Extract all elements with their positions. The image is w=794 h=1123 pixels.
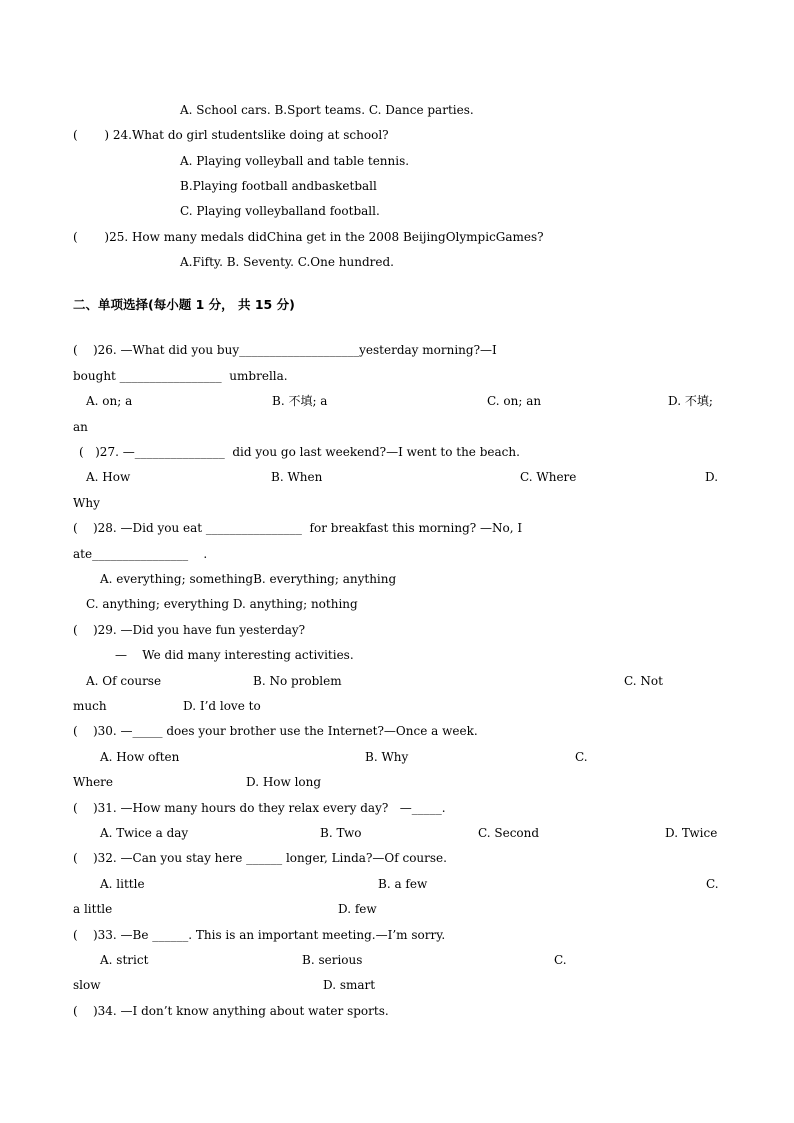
q29-option-c: C. Not bbox=[624, 674, 663, 688]
q26-option-c: C. on; an bbox=[487, 394, 542, 408]
q28-options-ab: A. everything; somethingB. everything; anything bbox=[100, 572, 397, 586]
q33-option-d: D. smart bbox=[323, 978, 376, 992]
q28-stem-cont: ate________________ . bbox=[73, 547, 208, 561]
q24-option-a: A. Playing volleyball and table tennis. bbox=[180, 154, 410, 168]
q25-stem: ( )25. How many medals didChina get in the 2008 BeijingOlympicGames? bbox=[73, 230, 544, 244]
q26-stem: ( )26. —What did you buy____________________yesterday morning?—I bbox=[73, 343, 497, 357]
q32-option-b: B. a few bbox=[378, 877, 428, 891]
q30-option-d: D. How long bbox=[246, 775, 322, 789]
q32-stem: ( )32. —Can you stay here ______ longer, Linda?—Of course. bbox=[73, 851, 447, 865]
q33-option-c: C. bbox=[554, 953, 567, 967]
q31-option-d: D. Twice bbox=[665, 826, 718, 840]
q23-options: A. School cars. B.Sport teams. C. Dance parties. bbox=[180, 103, 474, 117]
q29-reply: — We did many interesting activities. bbox=[115, 648, 354, 662]
q30-option-c: C. bbox=[575, 750, 588, 764]
q32-option-d: D. few bbox=[338, 902, 377, 916]
q24-option-c: C. Playing volleyballand football. bbox=[180, 204, 380, 218]
q33-option-b: B. serious bbox=[302, 953, 363, 967]
q27-option-b: B. When bbox=[271, 470, 323, 484]
q24-stem: ( ) 24.What do girl studentslike doing at school? bbox=[73, 128, 389, 142]
q30-option-a: A. How often bbox=[100, 750, 180, 764]
q29-option-c-cont: much bbox=[73, 699, 107, 713]
q25-options: A.Fifty. B. Seventy. C.One hundred. bbox=[180, 255, 394, 269]
q24-option-b: B.Playing football andbasketball bbox=[180, 179, 377, 193]
q31-option-b: B. Two bbox=[320, 826, 362, 840]
q26-option-b: B. 不填; a bbox=[272, 394, 328, 408]
q33-option-c-cont: slow bbox=[73, 978, 101, 992]
q34-stem: ( )34. —I don’t know anything about water sports. bbox=[73, 1004, 389, 1018]
q26-stem-cont: bought _________________ umbrella. bbox=[73, 369, 288, 383]
q29-stem: ( )29. —Did you have fun yesterday? bbox=[73, 623, 306, 637]
section-heading: 二、单项选择(每小题 1 分， 共 15 分) bbox=[73, 297, 295, 312]
q33-option-a: A. strict bbox=[100, 953, 149, 967]
q27-option-a: A. How bbox=[86, 470, 131, 484]
q31-option-c: C. Second bbox=[478, 826, 540, 840]
q32-option-c: C. bbox=[706, 877, 719, 891]
q28-stem: ( )28. —Did you eat ________________ for breakfast this morning? —No, I bbox=[73, 521, 523, 535]
q27-option-d: D. bbox=[705, 470, 719, 484]
q26-option-d-cont: an bbox=[73, 420, 88, 434]
q29-option-a: A. Of course bbox=[86, 674, 162, 688]
q29-option-b: B. No problem bbox=[253, 674, 342, 688]
q28-options-cd: C. anything; everything D. anything; nothing bbox=[86, 597, 358, 611]
q26-option-a: A. on; a bbox=[86, 394, 133, 408]
q32-option-a: A. little bbox=[100, 877, 145, 891]
q31-stem: ( )31. —How many hours do they relax every day? —_____. bbox=[73, 801, 446, 815]
q33-stem: ( )33. —Be ______. This is an important meeting.—I’m sorry. bbox=[73, 928, 446, 942]
q30-option-b: B. Why bbox=[365, 750, 409, 764]
q30-stem: ( )30. —_____ does your brother use the Internet?—Once a week. bbox=[73, 724, 478, 738]
q26-option-d: D. 不填; bbox=[668, 394, 713, 408]
q27-option-d-cont: Why bbox=[73, 496, 100, 510]
q30-option-c-cont: Where bbox=[73, 775, 114, 789]
q29-option-d: D. I’d love to bbox=[183, 699, 261, 713]
q31-option-a: A. Twice a day bbox=[100, 826, 189, 840]
q27-option-c: C. Where bbox=[520, 470, 577, 484]
q32-option-c-cont: a little bbox=[73, 902, 113, 916]
q27-stem: ( )27. —_______________ did you go last weekend?—I went to the beach. bbox=[79, 445, 520, 459]
